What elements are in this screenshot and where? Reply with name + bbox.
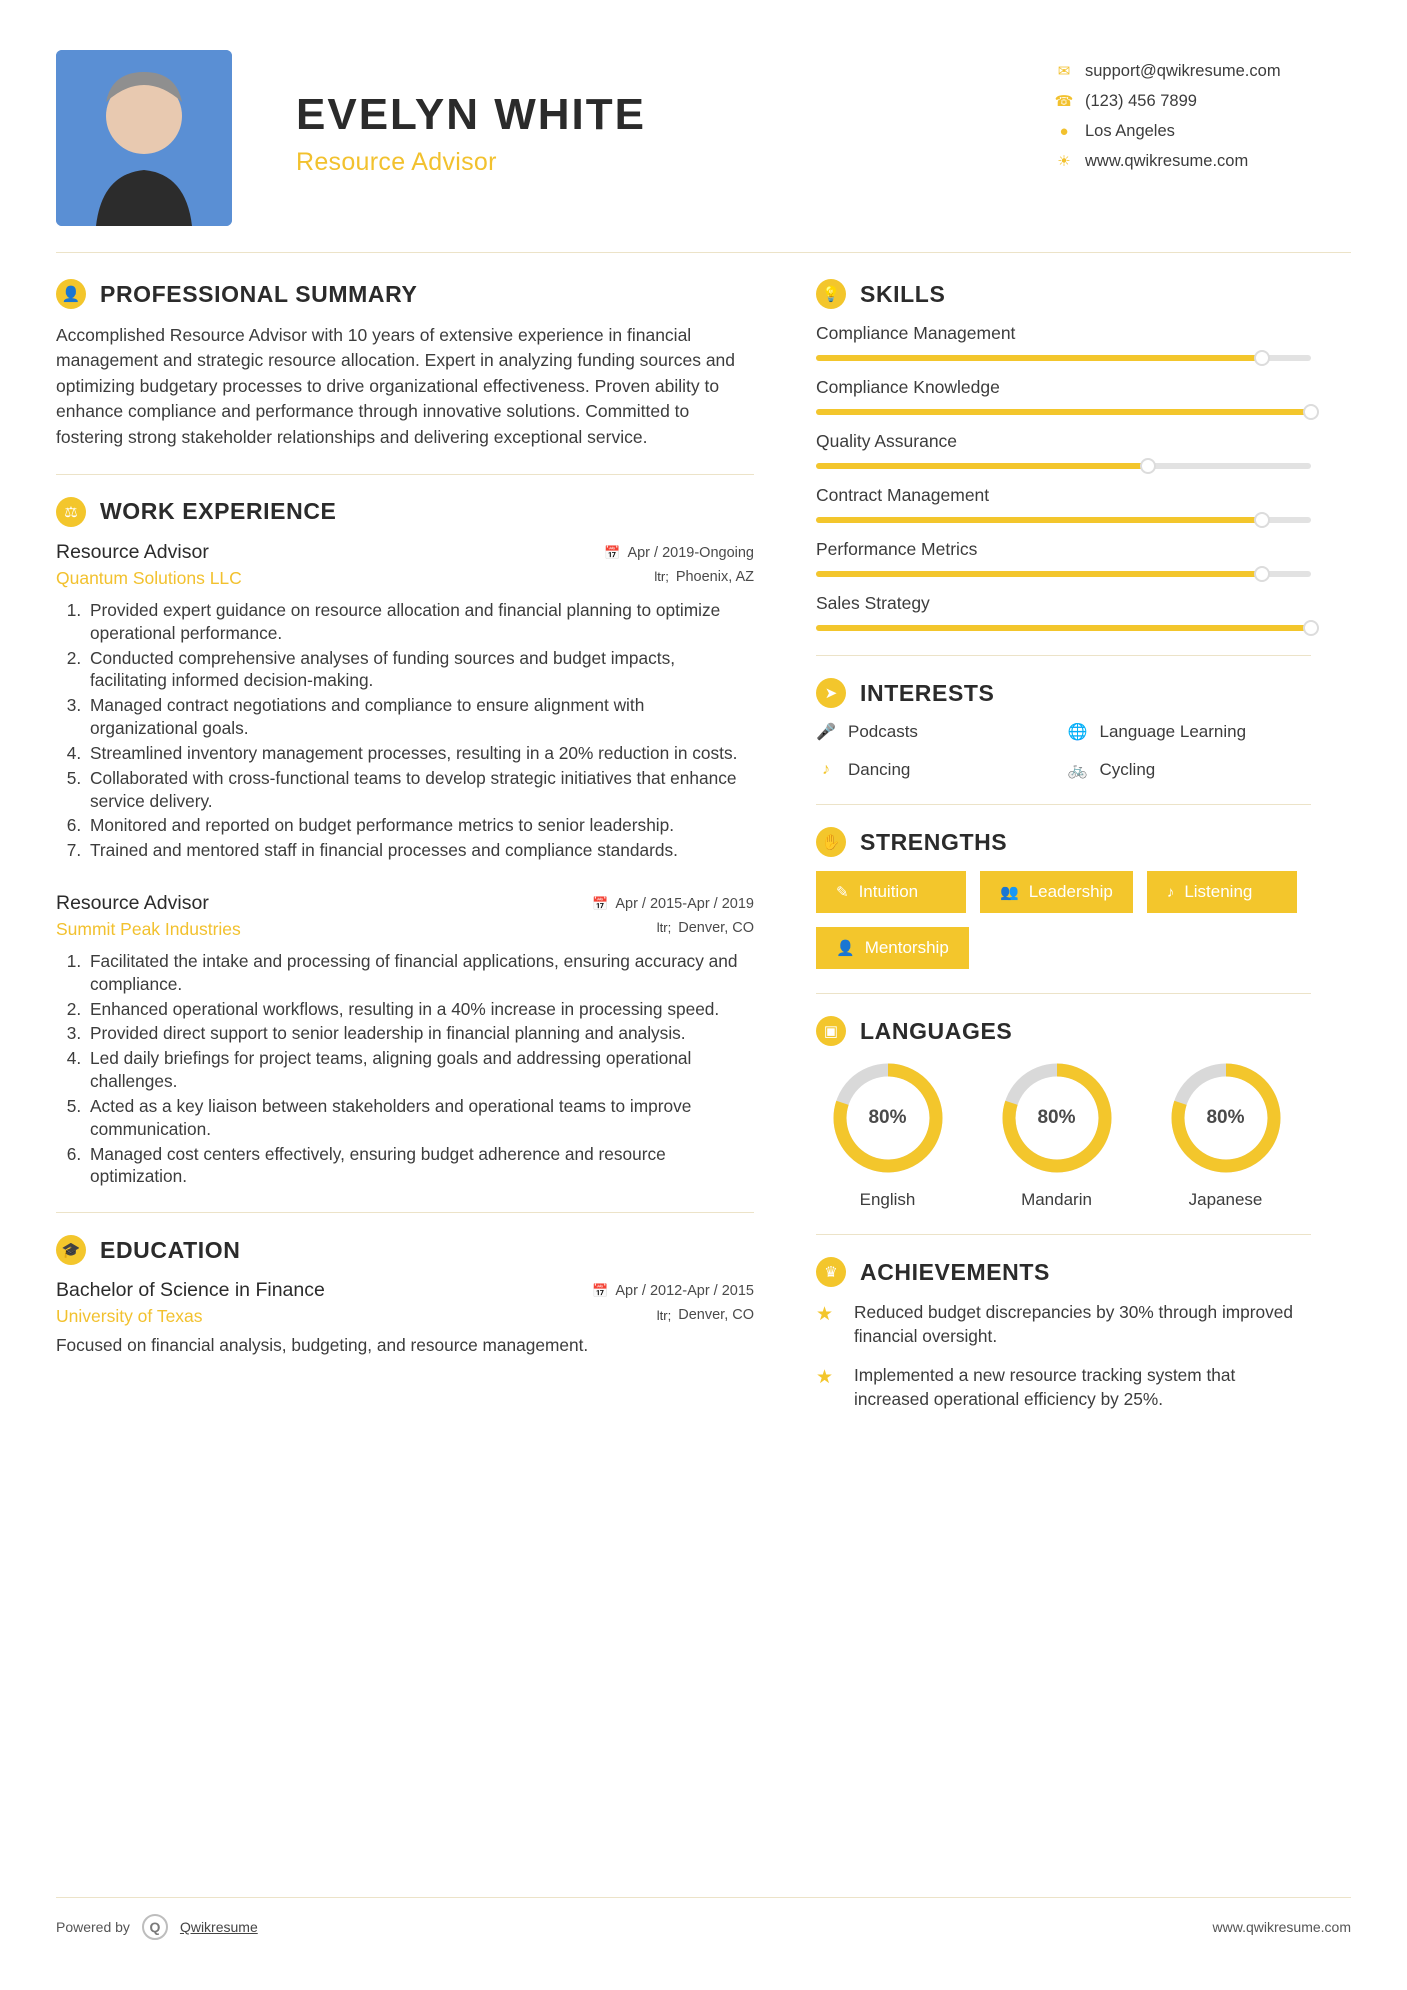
- skill-label: Contract Management: [816, 485, 990, 505]
- job-title: Resource Advisor: [56, 891, 209, 914]
- footer-divider: [56, 1897, 1351, 1898]
- divider: [816, 655, 1311, 656]
- trophy-icon: ♛: [816, 1257, 846, 1287]
- achievements-list: [816, 1301, 1311, 1411]
- envelope-icon: ✉: [1057, 63, 1071, 80]
- body-columns: [56, 279, 1351, 1427]
- experience-section-header: [56, 497, 754, 527]
- list-item: 5. Collaborated with cross-functional teams to develop strategic initiatives that enhance service delivery.: [86, 767, 754, 813]
- language-progress-ring: [999, 1060, 1115, 1176]
- education-title: EDUCATION: [100, 1236, 241, 1263]
- interest-item: [816, 722, 1060, 742]
- strength-label: Intuition: [858, 882, 919, 901]
- experience-title: WORK EXPERIENCE: [100, 498, 337, 525]
- strength-item: [1147, 871, 1297, 913]
- summary-section-header: [56, 279, 754, 309]
- page-footer: [56, 1914, 1351, 1940]
- interest-label: Podcasts: [848, 722, 918, 741]
- skill-bar: [816, 571, 1311, 577]
- paper-plane-icon: ➤: [816, 678, 846, 708]
- language-item: [816, 1060, 959, 1210]
- strength-label: Leadership: [1028, 882, 1113, 901]
- interests-list: [816, 722, 1311, 780]
- microphone-icon: 🎤: [816, 724, 836, 741]
- id-card-icon: ▣: [816, 1016, 846, 1046]
- skill-bar: [816, 463, 1311, 469]
- location-pin-icon: ●: [1059, 123, 1069, 140]
- list-item: 4. Led daily briefings for project teams, aligning goals and addressing operational challenges.: [86, 1047, 754, 1093]
- interest-item: [1068, 760, 1312, 780]
- interest-item: [816, 760, 1060, 780]
- list-item: 3. Managed contract negotiations and compliance to ensure alignment with organizational goals.: [86, 694, 754, 740]
- star-badge-icon: ★: [816, 1304, 834, 1325]
- experience-item: [56, 541, 754, 862]
- job-dates: Apr / 2015-Apr / 2019: [615, 895, 754, 912]
- achievements-title: ACHIEVEMENTS: [860, 1258, 1050, 1285]
- language-progress-ring: [830, 1060, 946, 1176]
- globe-icon: 🌐: [1067, 724, 1088, 741]
- candidate-role: Resource Advisor: [296, 148, 497, 176]
- contact-website-text: www.qwikresume.com: [1085, 152, 1249, 170]
- skill-bar: [816, 625, 1311, 631]
- calendar-icon: 📅: [592, 1283, 609, 1299]
- strength-label: Listening: [1184, 882, 1253, 901]
- phone-icon: ☎: [1054, 93, 1074, 110]
- powered-by-label: Powered by: [56, 1919, 130, 1935]
- skill-bar: [816, 517, 1311, 523]
- skill-label: Quality Assurance: [816, 431, 958, 451]
- skills-list: [816, 323, 1311, 631]
- job-company: Quantum Solutions LLC: [56, 567, 242, 588]
- calendar-icon: 📅: [604, 544, 621, 560]
- strength-label: Mentorship: [864, 938, 949, 957]
- bicycle-icon: 🚲: [1067, 762, 1088, 779]
- divider: [816, 993, 1311, 994]
- skill-label: Performance Metrics: [816, 539, 978, 559]
- list-item: 6. Managed cost centers effectively, ensuring budget adherence and resource optimization.: [86, 1143, 754, 1189]
- language-percent: 80%: [1037, 1107, 1076, 1128]
- strengths-title: STRENGTHS: [860, 828, 1008, 855]
- achievements-section-header: [816, 1257, 1311, 1287]
- music-note-icon: ♪: [822, 761, 830, 778]
- map-pin-icon: ltr;: [654, 569, 669, 585]
- contact-list: [1051, 50, 1351, 171]
- strengths-list: [816, 871, 1311, 969]
- achievement-text: Reduced budget discrepancies by 30% through improved financial oversight.: [854, 1302, 1294, 1346]
- education-location: Denver, CO: [678, 1307, 754, 1324]
- skill-item: [816, 377, 1311, 415]
- user-icon: 👤: [56, 279, 86, 309]
- hand-icon: ✋: [816, 827, 846, 857]
- education-dates: Apr / 2012-Apr / 2015: [615, 1283, 754, 1300]
- footer-website[interactable]: www.qwikresume.com: [1212, 1919, 1351, 1935]
- right-column: [796, 279, 1311, 1427]
- interest-item: [1068, 722, 1312, 742]
- education-school: University of Texas: [56, 1306, 203, 1327]
- education-description: Focused on financial analysis, budgeting, and resource management.: [56, 1335, 589, 1356]
- languages-section-header: [816, 1016, 1311, 1046]
- header-divider: [56, 252, 1351, 253]
- summary-title: PROFESSIONAL SUMMARY: [100, 280, 418, 307]
- job-location: Phoenix, AZ: [675, 568, 754, 585]
- job-company: Summit Peak Industries: [56, 918, 241, 939]
- divider: [816, 1234, 1311, 1235]
- qwikresume-brand-link[interactable]: Qwikresume: [179, 1919, 258, 1935]
- divider: [816, 804, 1311, 805]
- achievement-text: Implemented a new resource tracking system that increased operational efficiency by 25%.: [854, 1365, 1236, 1409]
- strength-item: [816, 871, 966, 913]
- lightbulb-icon: 💡: [816, 279, 846, 309]
- list-item: 2. Enhanced operational workflows, resulting in a 40% increase in processing speed.: [86, 998, 754, 1021]
- job-bullets: [86, 599, 754, 862]
- list-item: 5. Acted as a key liaison between stakeholders and operational teams to improve communication.: [86, 1095, 754, 1141]
- education-item: [56, 1279, 754, 1356]
- list-item: 6. Monitored and reported on budget performance metrics to senior leadership.: [86, 814, 754, 837]
- job-title: Resource Advisor: [56, 540, 209, 563]
- summary-text: Accomplished Resource Advisor with 10 years of extensive experience in financial management and strategic resource allocation. Expert in analyzing funding sources and optimizing budgetary processes to drive organizational effectiveness. Proven ability to enhance compliance and performance through innovative solutions. Committed to fostering strong stakeholder relationships and delivering exceptional service.: [56, 325, 736, 447]
- avatar: [56, 50, 232, 226]
- language-progress-ring: [1168, 1060, 1284, 1176]
- skills-section-header: [816, 279, 1311, 309]
- language-item: [985, 1060, 1128, 1210]
- pen-icon: ✎: [836, 884, 849, 901]
- skill-item: [816, 485, 1311, 523]
- achievement-item: [816, 1364, 1311, 1411]
- interests-title: INTERESTS: [860, 679, 995, 706]
- users-icon: 👥: [1000, 884, 1019, 901]
- language-percent: 80%: [868, 1107, 907, 1128]
- calendar-icon: 📅: [592, 895, 609, 911]
- contact-email-text: support@qwikresume.com: [1085, 62, 1281, 80]
- left-column: [56, 279, 796, 1427]
- strength-item: [980, 871, 1133, 913]
- headphones-icon: ♪: [1166, 883, 1175, 901]
- globe-icon: ☀: [1057, 153, 1071, 170]
- resume-header: [56, 40, 1351, 230]
- divider: [56, 474, 754, 475]
- education-degree: Bachelor of Science in Finance: [56, 1279, 325, 1302]
- candidate-name: EVELYN WHITE: [296, 90, 646, 139]
- interest-label: Dancing: [848, 760, 911, 779]
- skills-title: SKILLS: [860, 280, 946, 307]
- star-badge-icon: ★: [816, 1367, 834, 1389]
- skill-label: Compliance Management: [816, 323, 1016, 343]
- contact-location: [1051, 122, 1351, 141]
- contact-website: [1051, 152, 1351, 171]
- job-dates: Apr / 2019-Ongoing: [627, 544, 754, 561]
- language-item: [1154, 1060, 1297, 1210]
- contact-phone: [1051, 92, 1351, 111]
- achievement-item: [816, 1301, 1311, 1348]
- strengths-section-header: [816, 827, 1311, 857]
- list-item: 3. Provided direct support to senior leadership in financial planning and analysis.: [86, 1022, 754, 1045]
- skill-item: [816, 539, 1311, 577]
- list-item: 4. Streamlined inventory management processes, resulting in a 20% reduction in costs.: [86, 742, 754, 765]
- skill-bar: [816, 409, 1311, 415]
- interest-label: Cycling: [1099, 760, 1156, 779]
- education-section-header: [56, 1235, 754, 1265]
- skill-label: Compliance Knowledge: [816, 377, 1000, 397]
- language-name: English: [859, 1190, 916, 1209]
- list-item: 2. Conducted comprehensive analyses of funding sources and budget impacts, facilitating informed decision-making.: [86, 647, 754, 693]
- job-bullets: [86, 950, 754, 1188]
- list-item: 1. Facilitated the intake and processing of financial applications, ensuring accuracy and compliance.: [86, 950, 754, 996]
- skill-item: [816, 593, 1311, 631]
- contact-location-text: Los Angeles: [1085, 122, 1175, 140]
- map-pin-icon: ltr;: [656, 1307, 672, 1323]
- map-pin-icon: ltr;: [656, 920, 672, 936]
- list-item: 7. Trained and mentored staff in financial processes and compliance standards.: [86, 839, 754, 862]
- user-plus-icon: 👤: [836, 940, 855, 957]
- contact-email: [1051, 62, 1351, 81]
- experience-item: [56, 892, 754, 1188]
- interest-label: Language Learning: [1099, 722, 1247, 741]
- language-name: Mandarin: [1021, 1190, 1092, 1209]
- languages-title: LANGUAGES: [860, 1017, 1013, 1044]
- contact-phone-text: (123) 456 7899: [1085, 92, 1197, 110]
- strength-item: [816, 927, 969, 969]
- qwikresume-logo-icon: Q: [142, 1914, 168, 1940]
- skill-label: Sales Strategy: [816, 593, 930, 613]
- skill-item: [816, 431, 1311, 469]
- languages-list: [816, 1060, 1311, 1210]
- graduation-cap-icon: 🎓: [56, 1235, 86, 1265]
- divider: [56, 1212, 754, 1213]
- language-percent: 80%: [1206, 1107, 1245, 1128]
- language-name: Japanese: [1188, 1190, 1263, 1209]
- skill-bar: [816, 355, 1311, 361]
- list-item: 1. Provided expert guidance on resource allocation and financial planning to optimize operational performance.: [86, 599, 754, 645]
- briefcase-icon: ⚖: [56, 497, 86, 527]
- name-block: [232, 50, 1051, 177]
- job-location: Denver, CO: [678, 919, 754, 936]
- interests-section-header: [816, 678, 1311, 708]
- skill-item: [816, 323, 1311, 361]
